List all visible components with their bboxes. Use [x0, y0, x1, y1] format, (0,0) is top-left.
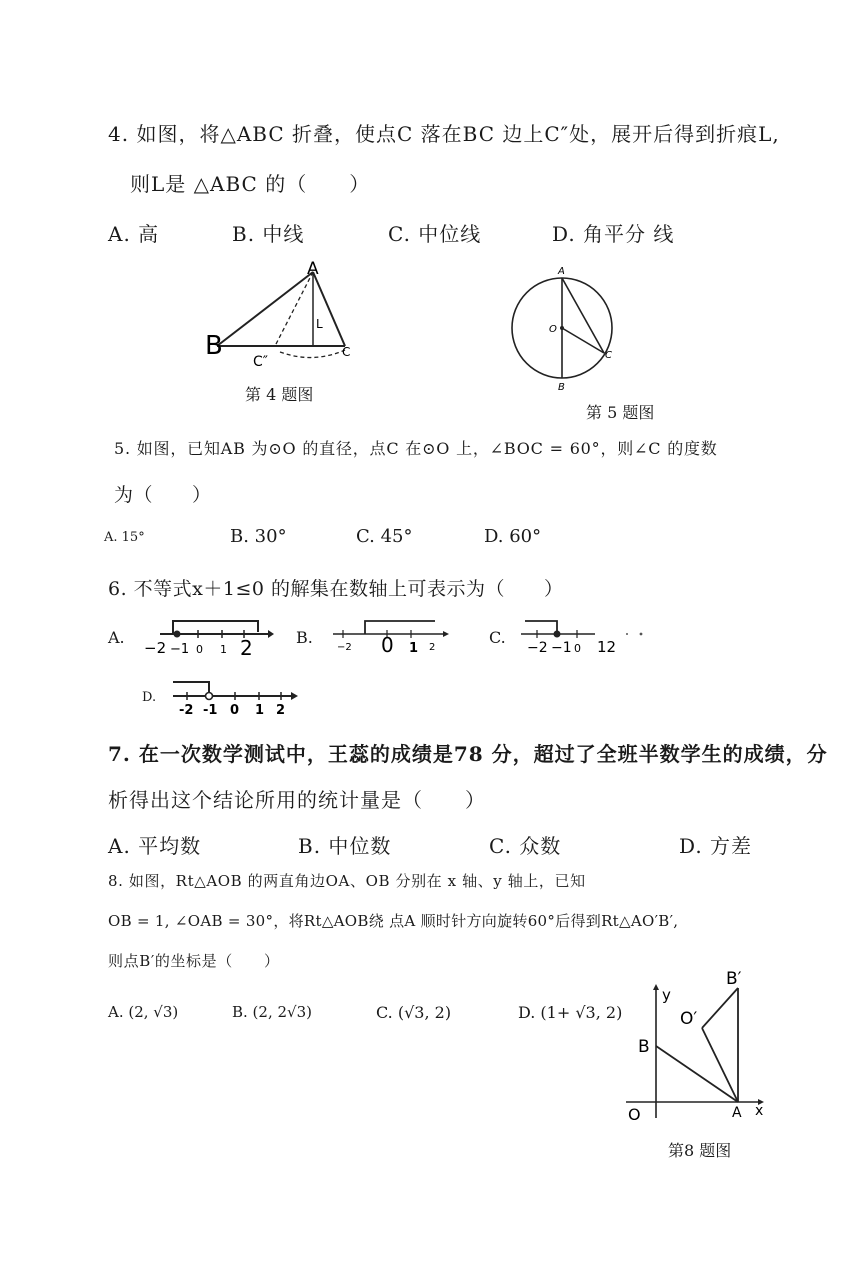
q6-c-tick-0: −2 [527, 640, 548, 656]
q6-option-a-letter: A. [108, 628, 125, 647]
q5-label-b: B [558, 382, 565, 393]
q8-line1: 8. 如图，Rt△AOB 的两直角边OA、OB 分别在 x 轴、y 轴上，已知 [108, 872, 586, 890]
q7-option-b: B. 中位数 [298, 834, 392, 858]
q6-b-tick-2: 1 [409, 641, 419, 656]
q7-option-d: D. 方差 [679, 834, 753, 858]
q4-label-l: L [316, 317, 323, 331]
q6-numberline-a [140, 612, 275, 658]
q4-figure [195, 258, 385, 368]
q8-line2: OB = 1, ∠OAB = 30°，将Rt△AOB绕 点A 顺时针方向旋转60°后得到Rt△AO′B′, [108, 912, 679, 930]
q4-option-d: D. 角平分 线 [552, 222, 675, 246]
q6-d-tick-2: 0 [230, 703, 240, 718]
q6-a-tick-4: 2 [240, 636, 253, 658]
q8-option-c: C. (√3, 2) [376, 1003, 452, 1022]
q6-a-tick-3: 1 [220, 643, 227, 656]
q6-d-tick-1: -1 [203, 703, 218, 718]
q7-line1: 7. 在一次数学测试中，王蕊的成绩是78 分，超过了全班半数学生的成绩，分 [108, 742, 828, 766]
q8-label-a: A [732, 1105, 742, 1121]
q6-numberline-d [165, 672, 305, 718]
q8-label-b2: B′ [726, 969, 742, 989]
q4-line2: 则L是 △ABC 的（ ） [130, 172, 371, 196]
q4-line1: 4. 如图，将△ABC 折叠，使点C 落在BC 边上C″处，展开后得到折痕L, [108, 122, 780, 146]
q8-label-o: O [628, 1105, 641, 1124]
q6-text: 6. 不等式x＋1≤0 的解集在数轴上可表示为（ ） [108, 578, 564, 600]
q5-option-d: D. 60° [484, 526, 542, 547]
q6-a-tick-0: −2 [144, 639, 167, 657]
q5-line2: 为（ ） [114, 484, 212, 506]
q6-b-tick-0: −2 [337, 642, 352, 653]
q5-label-o: O [549, 324, 557, 335]
q5-line1: 5. 如图，已知AB 为⊙O 的直径，点C 在⊙O 上，∠BOC = 60°，则∠C 的度数 [114, 439, 718, 458]
q6-d-tick-0: -2 [179, 703, 194, 718]
q6-a-tick-2: 0 [196, 643, 203, 656]
q7-option-a: A. 平均数 [108, 834, 202, 858]
q8-label-y: y [662, 986, 671, 1004]
q6-numberline-c [515, 612, 650, 658]
q8-option-d: D. (1+ √3, 2) [518, 1003, 623, 1022]
q6-b-tick-3: 2 [429, 642, 436, 653]
q6-option-b-letter: B. [296, 628, 313, 647]
q6-d-tick-3: 1 [255, 703, 265, 718]
q6-numberline-b [325, 612, 455, 658]
q4-label-c2: C″ [253, 354, 269, 368]
q5-option-a: A. 15° [104, 530, 145, 545]
q4-label-c: C [342, 345, 351, 359]
q8-label-o2: O′ [680, 1009, 698, 1029]
q8-option-b: B. (2, 2√3) [232, 1003, 312, 1021]
q6-d-tick-4: 2 [276, 703, 286, 718]
q5-option-c: C. 45° [356, 526, 413, 547]
q6-a-tick-1: −1 [170, 642, 190, 657]
q6-option-d-letter: D. [142, 690, 157, 705]
q4-option-c: C. 中位线 [388, 222, 482, 246]
q8-figure-caption: 第8 题图 [668, 1141, 732, 1160]
q8-label-b: B [638, 1037, 650, 1057]
q5-label-c: C [605, 350, 612, 361]
q8-option-a: A. (2, √3) [108, 1003, 179, 1021]
q5-label-a: A [558, 266, 565, 277]
q6-c-tick-2: 0 [574, 642, 581, 655]
q5-option-b: B. 30° [230, 526, 287, 547]
q8-line3: 则点B′的坐标是（ ） [108, 952, 280, 970]
q6-option-c-letter: C. [489, 628, 506, 647]
q4-option-b: B. 中线 [232, 222, 305, 246]
q6-b-tick-1: 0 [381, 633, 394, 657]
q4-label-b: B [205, 331, 223, 361]
q7-line2: 析得出这个结论所用的统计量是（ ） [108, 788, 486, 812]
q4-label-a: A [307, 259, 319, 279]
q8-figure [622, 960, 782, 1130]
q4-option-a: A. 高 [108, 222, 160, 246]
q7-option-c: C. 众数 [489, 834, 562, 858]
q5-figure [505, 262, 625, 397]
q5-figure-caption: 第 5 题图 [586, 403, 655, 422]
q6-c-tick-1: −1 [551, 640, 572, 656]
q4-figure-caption: 第 4 题图 [245, 385, 314, 404]
q6-c-tick-3: 12 [597, 638, 617, 656]
q8-label-x: x [755, 1103, 764, 1119]
